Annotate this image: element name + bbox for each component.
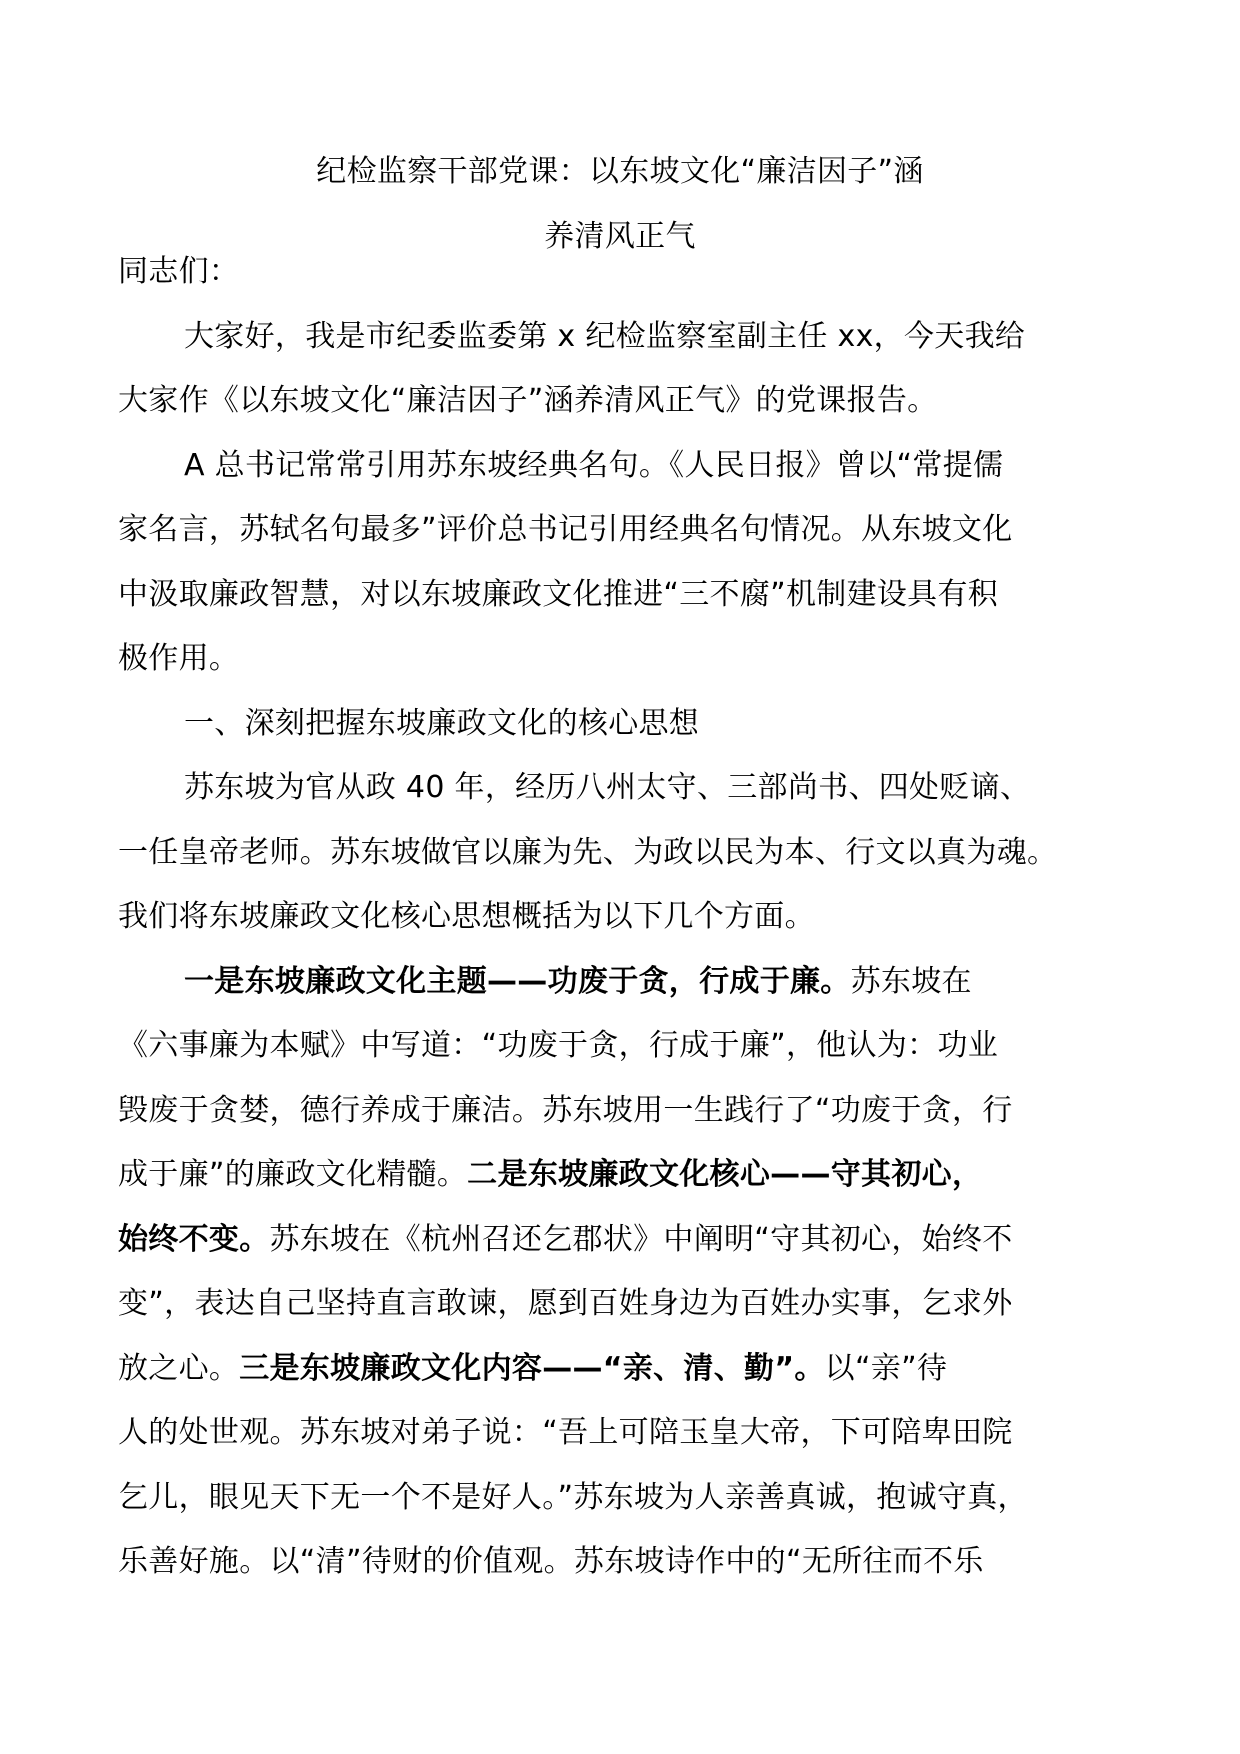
bold-run: 一是东坡廉政文化主题——功废于贪，行成于廉。 (184, 963, 851, 999)
text-run: 乐善好施。以“清”待财的价值观。苏东坡诗作中的“无所往而不乐 (118, 1544, 984, 1579)
body-line (118, 1401, 1150, 1466)
text-run: 乞儿，眼见天下无一个不是好人。”苏东坡为人亲善真诚，抱诚守真， (118, 1479, 1028, 1515)
body-line (118, 498, 1150, 563)
bold-run: 始终不变。 (118, 1221, 270, 1257)
body-line (118, 1272, 1150, 1337)
text-run: 以“亲”待 (824, 1350, 948, 1386)
text-run: 一任皇帝老师。苏东坡做官以廉为先、为政以民为本、行文以真为魂。 (118, 834, 1058, 870)
text-run: 成于廉”的廉政文化精髓。 (118, 1157, 468, 1192)
body-line (118, 1014, 1150, 1079)
text-run: 一、深刻把握东坡廉政文化的核心思想 (184, 705, 700, 741)
document-body (118, 240, 1150, 1595)
text-run: 苏东坡为官从政 40 年，经历八州太守、三部尚书、四处贬谪、 (184, 770, 1031, 805)
bold-run: 二是东坡廉政文化核心——守其初心， (467, 1157, 983, 1192)
body-line (118, 563, 1150, 628)
body-line (118, 821, 1150, 886)
body-line (118, 1208, 1150, 1273)
body-line (118, 305, 1150, 370)
body-line (118, 950, 1150, 1015)
salutation: 同志们： (118, 254, 240, 289)
text-run: 人的处世观。苏东坡对弟子说：“吾上可陪玉皇大帝，下可陪卑田院 (118, 1415, 1013, 1450)
text-run: 《六事廉为本赋》中写道：“功废于贪，行成于廉”，他认为：功业 (118, 1028, 999, 1063)
body-line (118, 627, 1150, 692)
body-line (118, 756, 1150, 821)
text-run: 大家好，我是市纪委监委第 x 纪检监察室副主任 xx，今天我给 (184, 318, 1026, 354)
text-run: 毁废于贪婪，德行养成于廉洁。苏东坡用一生践行了“功废于贪，行 (118, 1092, 1013, 1128)
text-run: 我们将东坡廉政文化核心思想概括为以下几个方面。 (118, 899, 815, 934)
text-run: A 总书记常常引用苏东坡经典名句。《人民日报》曾以“常提儒 (184, 447, 1004, 483)
text-run: 极作用。 (118, 641, 240, 676)
text-run: 苏东坡在《杭州召还乞郡状》中阐明“守其初心，始终不 (269, 1221, 1013, 1257)
body-line (118, 1530, 1150, 1595)
body-line (118, 885, 1150, 950)
body-line (118, 1079, 1150, 1144)
text-run: 中汲取廉政智慧，对以东坡廉政文化推进“三不腐”机制建设具有积 (118, 576, 999, 612)
text-run: 大家作《以东坡文化“廉洁因子”涵养清风正气》的党课报告。 (118, 383, 938, 418)
text-run: 放之心。 (118, 1350, 240, 1386)
text-run: 苏东坡在 (850, 963, 972, 999)
title-line: 纪检监察干部党课：以东坡文化“廉洁因子”涵 (316, 154, 924, 189)
title-line: 养清风正气 (544, 218, 696, 254)
body-line (118, 1143, 1150, 1208)
text-run: 变”，表达自己坚持直言敢谏，愿到百姓身边为百姓办实事，乞求外 (118, 1286, 1013, 1321)
body-line (118, 369, 1150, 434)
body-line (118, 434, 1150, 499)
body-line (118, 1466, 1150, 1531)
body-line (118, 1337, 1150, 1402)
bold-run: 三是东坡廉政文化内容——“亲、清、勤”。 (239, 1350, 825, 1386)
text-run: 家名言，苏轼名句最多”评价总书记引用经典名句情况。从东坡文化 (118, 512, 1013, 547)
section-heading (118, 692, 1150, 757)
